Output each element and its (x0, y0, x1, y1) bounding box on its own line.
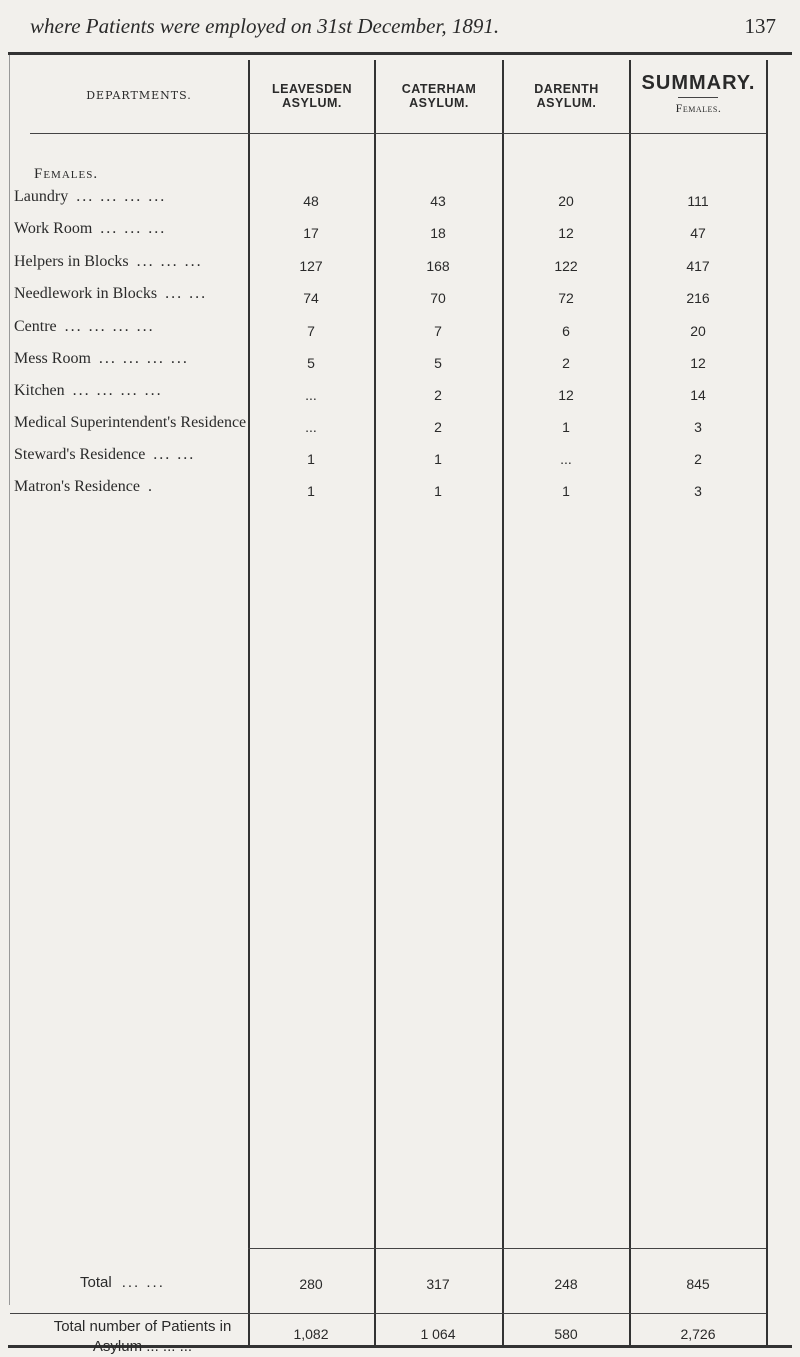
header-departments: DEPARTMENTS. (86, 89, 192, 102)
cell-leavesden: 74 (303, 290, 319, 306)
leader-dots: ... ... ... ... (98, 350, 189, 367)
leader-dots: ... ... ... ... (72, 382, 163, 399)
total-caterham: 317 (426, 1276, 450, 1292)
row-label-text: Laundry (14, 188, 69, 205)
cell-darenth: 2 (562, 355, 570, 371)
running-head (0, 0, 800, 50)
cell-leavesden: 5 (307, 355, 315, 371)
cell-caterham: 5 (434, 355, 442, 371)
column-rule (502, 60, 504, 1345)
total-rule (248, 1248, 766, 1249)
header-summary: SUMMARY. (641, 72, 756, 94)
cell-leavesden: ... (305, 419, 317, 435)
cell-leavesden: 48 (303, 193, 319, 209)
header-caterham-line2: ASYLUM. (409, 96, 469, 110)
leader-dots: ... ... (153, 446, 196, 463)
cell-leavesden: 7 (307, 323, 315, 339)
header-leavesden-line2: ASYLUM. (282, 96, 342, 110)
patients-label-text: Total number of Patients in Asylum (53, 1318, 232, 1355)
cell-caterham: 2 (434, 419, 442, 435)
row-label-text: Needlework in Blocks (14, 285, 158, 302)
cell-darenth: ... (560, 451, 572, 467)
total-darenth: 248 (554, 1276, 578, 1292)
cell-caterham: 168 (426, 258, 450, 274)
page-margin-rule (9, 55, 10, 1305)
leader-dots: ... ... ... (146, 1338, 193, 1355)
header-summary-sub: Females. (675, 101, 722, 115)
row-label (14, 285, 207, 303)
total-label-text: Total (80, 1274, 112, 1291)
leader-dots: ... ... ... ... (64, 318, 155, 335)
cell-summary: 47 (690, 225, 706, 241)
header-caterham (376, 82, 502, 110)
row-label (14, 220, 166, 238)
cell-summary: 216 (686, 290, 710, 306)
total-summary: 845 (686, 1276, 710, 1292)
summary-rule (678, 97, 718, 98)
row-label (14, 318, 155, 336)
cell-leavesden: 127 (299, 258, 323, 274)
header-leavesden (250, 82, 374, 110)
row-label-text: Mess Room (14, 350, 91, 367)
cell-darenth: 12 (558, 387, 574, 403)
cell-darenth: 12 (558, 225, 574, 241)
column-rule (766, 60, 768, 1345)
row-label-text: Centre (14, 318, 57, 335)
page-number: 137 (744, 14, 776, 38)
header-leavesden-line1: LEAVESDEN (272, 82, 352, 96)
row-label-text: Helpers in Blocks (14, 253, 129, 270)
cell-caterham: 18 (430, 225, 446, 241)
header-darenth (504, 82, 629, 110)
patients-rule (10, 1313, 766, 1314)
cell-summary: 2 (694, 451, 702, 467)
table-top-rule (8, 52, 792, 55)
patients-darenth: 580 (554, 1326, 578, 1342)
cell-leavesden: 17 (303, 225, 319, 241)
total-leavesden: 280 (299, 1276, 323, 1292)
cell-caterham: 1 (434, 451, 442, 467)
cell-caterham: 7 (434, 323, 442, 339)
leader-dots: ... ... ... (100, 220, 167, 237)
header-rule (30, 133, 766, 134)
cell-darenth: 122 (554, 258, 578, 274)
column-rule (629, 60, 631, 1345)
row-label (14, 382, 163, 400)
cell-leavesden: 1 (307, 483, 315, 499)
leader-dots: ... ... (121, 1274, 165, 1291)
cell-darenth: 72 (558, 290, 574, 306)
leader-dots: ... ... ... ... (76, 188, 167, 205)
row-label (14, 478, 154, 496)
cell-caterham: 2 (434, 387, 442, 403)
total-label (80, 1274, 165, 1291)
row-label (14, 414, 254, 432)
patients-summary: 2,726 (680, 1326, 716, 1342)
column-rule (248, 60, 250, 1345)
cell-summary: 111 (687, 193, 709, 209)
header-darenth-line2: ASYLUM. (536, 96, 597, 110)
cell-darenth: 1 (562, 483, 570, 499)
header-caterham-line1: CATERHAM (401, 82, 477, 96)
cell-leavesden: ... (305, 387, 317, 403)
section-title: Females. (34, 166, 99, 182)
row-label-text: Work Room (14, 220, 93, 237)
row-label (14, 253, 203, 271)
cell-summary: 20 (690, 323, 706, 339)
leader-dots: ... ... (165, 285, 208, 302)
header-darenth-line1: DARENTH (534, 82, 599, 96)
cell-leavesden: 1 (307, 451, 315, 467)
cell-summary: 417 (686, 258, 710, 274)
row-label-text: Matron's Residence (14, 478, 140, 495)
cell-summary: 12 (690, 355, 706, 371)
row-label (14, 188, 166, 206)
running-head-title: where Patients were employed on 31st December, 1891. (30, 14, 500, 38)
row-label (14, 350, 189, 368)
column-rule (374, 60, 376, 1345)
row-label (14, 446, 195, 464)
leader-dots: . (147, 478, 154, 495)
cell-caterham: 43 (430, 193, 446, 209)
leader-dots: ... ... ... (136, 253, 203, 270)
cell-summary: 14 (690, 387, 706, 403)
row-label-text: Steward's Residence (14, 446, 146, 463)
cell-caterham: 70 (430, 290, 446, 306)
patients-label (40, 1317, 245, 1357)
cell-darenth: 1 (562, 419, 570, 435)
patients-caterham: 1 064 (420, 1326, 456, 1342)
cell-summary: 3 (694, 419, 702, 435)
cell-darenth: 20 (558, 193, 574, 209)
cell-caterham: 1 (434, 483, 442, 499)
cell-summary: 3 (694, 483, 702, 499)
cell-darenth: 6 (562, 323, 570, 339)
row-label-text: Medical Superintendent's Residence (14, 414, 247, 431)
row-label-text: Kitchen (14, 382, 65, 399)
patients-leavesden: 1,082 (293, 1326, 329, 1342)
